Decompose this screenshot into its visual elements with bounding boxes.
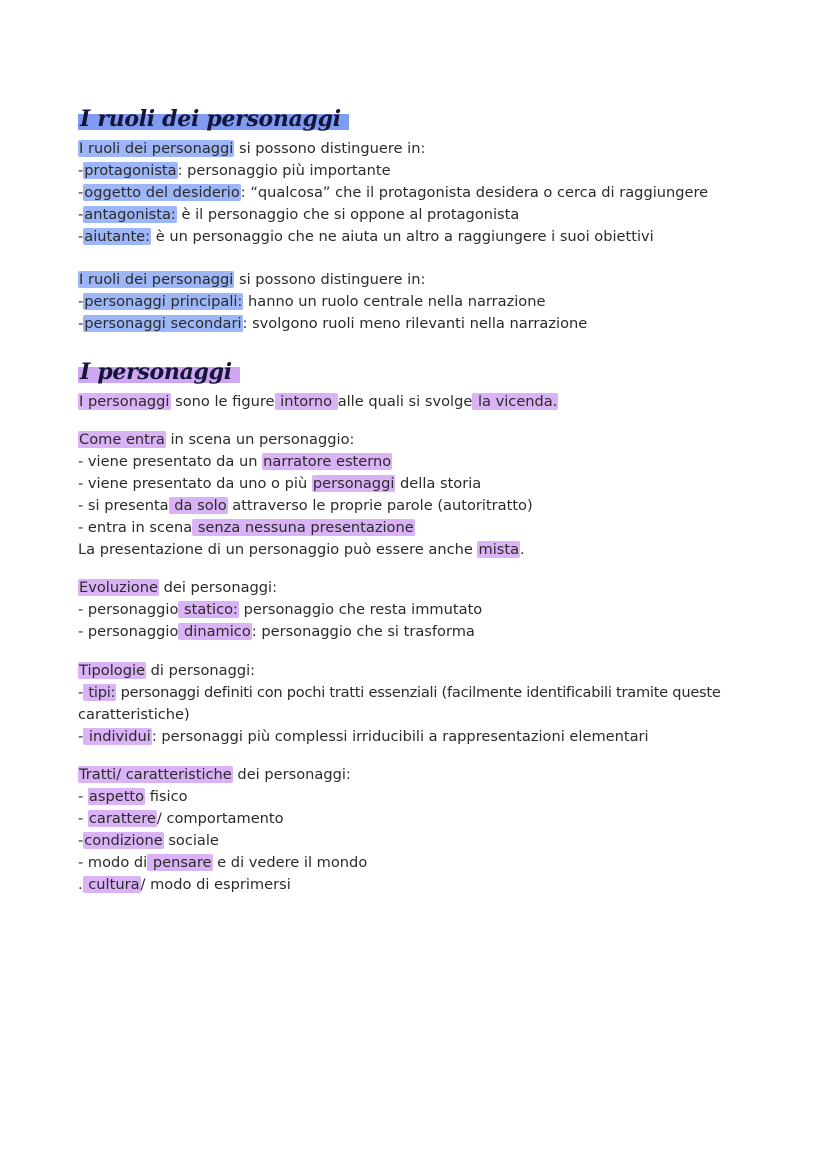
section-title-personaggi: I personaggi (78, 359, 240, 385)
bullet: - (78, 228, 84, 245)
highlight: personaggi (312, 475, 395, 492)
list-item (78, 474, 481, 494)
highlight: Tratti/ caratteristiche (79, 766, 232, 783)
personaggi-definition (78, 392, 558, 412)
list-item (78, 853, 367, 873)
highlight: da solo (169, 497, 227, 514)
text: alle quali si svolge (337, 393, 473, 410)
highlight: I personaggi (79, 393, 170, 410)
text: - (78, 728, 84, 745)
list-item-continuation: caratteristiche) (78, 706, 190, 723)
highlight: senza nessuna presentazione (193, 519, 414, 536)
list-item (78, 787, 188, 807)
list-item (78, 183, 708, 203)
text: - (78, 832, 84, 849)
highlight: mista (478, 541, 520, 558)
list-item (78, 831, 219, 851)
ruoli-intro-2 (78, 270, 425, 290)
text: personaggio che resta immutato (238, 601, 483, 618)
highlight: Come entra (79, 431, 165, 448)
text: è un personaggio che ne aiuta un altro a raggiungere i suoi obiettivi (151, 228, 654, 245)
list-item (78, 875, 291, 895)
list-item (78, 205, 519, 225)
text: - personaggio (78, 623, 179, 640)
text: è il personaggio che si oppone al protagonista (176, 206, 520, 223)
text: - viene presentato da uno o più (78, 475, 312, 492)
list-item (78, 161, 391, 181)
highlight: Tipologie (79, 662, 145, 679)
text: : personaggio più importante (177, 162, 391, 179)
entrance-note (78, 540, 525, 560)
list-item (78, 683, 721, 703)
text: / comportamento (156, 810, 284, 827)
list-item (78, 622, 475, 642)
list-item (78, 227, 654, 247)
bullet: - (78, 184, 84, 201)
text: - (78, 684, 84, 701)
list-item (78, 496, 533, 516)
text: - si presenta (78, 497, 169, 514)
text: : personaggi più complessi irriducibili a rappresentazioni elementari (151, 728, 649, 745)
text: e di vedere il mondo (212, 854, 368, 871)
text: La presentazione di un personaggio può essere anche (78, 541, 478, 558)
text: di personaggi: (146, 662, 256, 679)
highlight: carattere (88, 810, 156, 827)
list-item (78, 727, 649, 747)
highlight: pensare (148, 854, 212, 871)
text: : “qualcosa” che il protagonista desidera o cerca di raggiungere (240, 184, 709, 201)
highlight: tipi: (84, 684, 116, 701)
ruoli-intro-1 (78, 139, 425, 159)
highlight: narratore esterno (263, 453, 392, 470)
highlight: antagonista: (84, 206, 176, 223)
text: fisico (145, 788, 188, 805)
highlight: condizione (84, 832, 163, 849)
list-item (78, 452, 392, 472)
highlight: aspetto (88, 788, 145, 805)
highlight: cultura (83, 876, 140, 893)
section-title-ruoli: I ruoli dei personaggi (78, 106, 349, 132)
text: / modo di esprimersi (140, 876, 291, 893)
highlight: intorno (275, 393, 337, 410)
highlight: oggetto del desiderio (84, 184, 240, 201)
highlight: Evoluzione (79, 579, 158, 596)
text: sono le figure (170, 393, 275, 410)
evolution-heading (78, 578, 277, 598)
highlight: protagonista (84, 162, 177, 179)
text: . (78, 876, 83, 893)
text: della storia (395, 475, 482, 492)
text: - viene presentato da un (78, 453, 263, 470)
text: - personaggio (78, 601, 179, 618)
text: - entra in scena (78, 519, 193, 536)
highlight: I ruoli dei personaggi (79, 140, 234, 157)
text: dei personaggi: (158, 579, 278, 596)
bullet: - (78, 315, 84, 332)
bullet: - (78, 162, 84, 179)
highlight: personaggi secondari (84, 315, 242, 332)
highlight: statico: (179, 601, 238, 618)
list-item (78, 809, 284, 829)
text: - (78, 788, 88, 805)
traits-heading (78, 765, 351, 785)
highlight: dinamico (179, 623, 251, 640)
list-item (78, 518, 415, 538)
highlight: la vicenda. (473, 393, 558, 410)
text: si possono distinguere in: (234, 140, 426, 157)
text: dei personaggi: (232, 766, 351, 783)
list-item (78, 600, 482, 620)
highlight: personaggi principali: (84, 293, 243, 310)
types-heading (78, 661, 255, 681)
text: - modo di (78, 854, 148, 871)
highlight: aiutante: (84, 228, 151, 245)
bullet: - (78, 293, 84, 310)
text: attraverso le proprie parole (autoritratto) (227, 497, 533, 514)
text: personaggi definiti con pochi tratti essenziali (facilmente identificabili tramite queste (116, 684, 721, 701)
highlight: individui (84, 728, 151, 745)
highlight: I ruoli dei personaggi (79, 271, 234, 288)
text: hanno un ruolo centrale nella narrazione (243, 293, 546, 310)
text: : personaggio che si trasforma (251, 623, 475, 640)
list-item (78, 292, 545, 312)
list-item (78, 314, 587, 334)
text: sociale (163, 832, 219, 849)
bullet: - (78, 206, 84, 223)
text: . (520, 541, 525, 558)
text: si possono distinguere in: (234, 271, 426, 288)
text: : svolgono ruoli meno rilevanti nella narrazione (242, 315, 588, 332)
text: in scena un personaggio: (165, 431, 355, 448)
entrance-heading (78, 430, 354, 450)
text: - (78, 810, 88, 827)
